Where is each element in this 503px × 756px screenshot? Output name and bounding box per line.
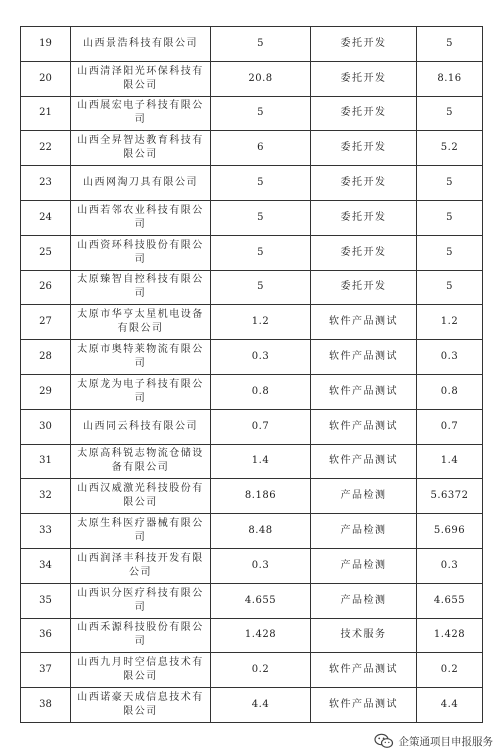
cell-value: 5	[417, 166, 483, 201]
cell-value: 5.696	[417, 514, 483, 549]
cell-service-type: 产品检测	[311, 514, 417, 549]
cell-company: 山西九月时空信息技术有限公司	[71, 653, 211, 688]
cell-service-type: 软件产品测试	[311, 340, 417, 375]
cell-amount: 1.428	[211, 618, 311, 653]
table-row	[21, 270, 483, 305]
cell-company: 太原高科锐志物流仓储设备有限公司	[71, 444, 211, 479]
cell-index: 31	[21, 444, 71, 479]
cell-company: 山西清泽阳光环保科技有限公司	[71, 61, 211, 96]
cell-value: 5	[417, 27, 483, 62]
table-row	[21, 479, 483, 514]
cell-index: 24	[21, 200, 71, 235]
cell-value: 0.2	[417, 653, 483, 688]
cell-value: 0.7	[417, 409, 483, 444]
cell-value: 1.2	[417, 305, 483, 340]
cell-company: 山西资环科技股份有限公司	[71, 235, 211, 270]
table-row	[21, 61, 483, 96]
cell-amount: 0.3	[211, 548, 311, 583]
cell-amount: 5	[211, 96, 311, 131]
cell-company: 太原龙为电子科技有限公司	[71, 374, 211, 409]
table-row	[21, 96, 483, 131]
cell-service-type: 委托开发	[311, 200, 417, 235]
cell-amount: 5	[211, 235, 311, 270]
table-row	[21, 688, 483, 723]
cell-service-type: 软件产品测试	[311, 409, 417, 444]
cell-amount: 1.2	[211, 305, 311, 340]
table-row	[21, 235, 483, 270]
cell-service-type: 产品检测	[311, 479, 417, 514]
cell-value: 8.16	[417, 61, 483, 96]
cell-amount: 6	[211, 131, 311, 166]
cell-index: 27	[21, 305, 71, 340]
cell-amount: 0.7	[211, 409, 311, 444]
table-row	[21, 27, 483, 62]
watermark	[374, 732, 494, 750]
cell-value: 5	[417, 235, 483, 270]
cell-value: 1.4	[417, 444, 483, 479]
cell-service-type: 软件产品测试	[311, 305, 417, 340]
table-row	[21, 583, 483, 618]
cell-index: 19	[21, 27, 71, 62]
cell-value: 0.8	[417, 374, 483, 409]
cell-value: 4.655	[417, 583, 483, 618]
cell-amount: 0.8	[211, 374, 311, 409]
cell-value: 5.2	[417, 131, 483, 166]
cell-company: 山西同云科技有限公司	[71, 409, 211, 444]
data-table-sheet	[20, 26, 482, 723]
wechat-icon	[374, 733, 394, 749]
table-row	[21, 444, 483, 479]
cell-value: 5	[417, 96, 483, 131]
cell-company: 山西禾源科技股份有限公司	[71, 618, 211, 653]
cell-value: 5.6372	[417, 479, 483, 514]
cell-index: 29	[21, 374, 71, 409]
cell-value: 0.3	[417, 548, 483, 583]
cell-amount: 4.655	[211, 583, 311, 618]
table-row	[21, 653, 483, 688]
cell-service-type: 委托开发	[311, 131, 417, 166]
cell-amount: 8.186	[211, 479, 311, 514]
cell-index: 22	[21, 131, 71, 166]
cell-amount: 20.8	[211, 61, 311, 96]
cell-amount: 5	[211, 166, 311, 201]
watermark-text: 企策通项目申报服务	[398, 735, 493, 748]
cell-company: 山西汉威激光科技股份有限公司	[71, 479, 211, 514]
table-row	[21, 305, 483, 340]
cell-index: 38	[21, 688, 71, 723]
cell-index: 23	[21, 166, 71, 201]
cell-company: 山西全昇智达教育科技有限公司	[71, 131, 211, 166]
table-row	[21, 166, 483, 201]
cell-company: 山西诺豪天成信息技术有限公司	[71, 688, 211, 723]
cell-value: 5	[417, 270, 483, 305]
cell-index: 30	[21, 409, 71, 444]
table-row	[21, 548, 483, 583]
cell-index: 36	[21, 618, 71, 653]
cell-amount: 5	[211, 27, 311, 62]
cell-service-type: 委托开发	[311, 270, 417, 305]
table-row	[21, 340, 483, 375]
cell-index: 20	[21, 61, 71, 96]
company-table	[20, 26, 483, 723]
cell-service-type: 委托开发	[311, 235, 417, 270]
cell-service-type: 产品检测	[311, 548, 417, 583]
cell-value: 0.3	[417, 340, 483, 375]
cell-company: 太原市奥特莱物流有限公司	[71, 340, 211, 375]
cell-service-type: 委托开发	[311, 166, 417, 201]
cell-index: 34	[21, 548, 71, 583]
table-row	[21, 618, 483, 653]
cell-company: 山西展宏电子科技有限公司	[71, 96, 211, 131]
table-row	[21, 409, 483, 444]
cell-company: 太原臻智自控科技有限公司	[71, 270, 211, 305]
cell-amount: 0.3	[211, 340, 311, 375]
cell-index: 28	[21, 340, 71, 375]
cell-index: 32	[21, 479, 71, 514]
table-row	[21, 374, 483, 409]
cell-index: 25	[21, 235, 71, 270]
cell-company: 太原生科医疗器械有限公司	[71, 514, 211, 549]
cell-value: 1.428	[417, 618, 483, 653]
cell-company: 太原市华亨太星机电设备有限公司	[71, 305, 211, 340]
cell-amount: 1.4	[211, 444, 311, 479]
cell-index: 33	[21, 514, 71, 549]
table-row	[21, 200, 483, 235]
cell-company: 山西若邻农业科技有限公司	[71, 200, 211, 235]
cell-service-type: 软件产品测试	[311, 374, 417, 409]
cell-value: 4.4	[417, 688, 483, 723]
cell-index: 37	[21, 653, 71, 688]
cell-company: 山西网淘刀具有限公司	[71, 166, 211, 201]
cell-company: 山西润泽丰科技开发有限公司	[71, 548, 211, 583]
cell-service-type: 委托开发	[311, 61, 417, 96]
cell-company: 山西景浩科技有限公司	[71, 27, 211, 62]
cell-amount: 5	[211, 200, 311, 235]
table-row	[21, 131, 483, 166]
cell-value: 5	[417, 200, 483, 235]
cell-service-type: 技术服务	[311, 618, 417, 653]
table-body	[21, 27, 483, 723]
cell-service-type: 软件产品测试	[311, 688, 417, 723]
cell-index: 35	[21, 583, 71, 618]
cell-service-type: 软件产品测试	[311, 444, 417, 479]
cell-amount: 0.2	[211, 653, 311, 688]
cell-amount: 8.48	[211, 514, 311, 549]
cell-service-type: 委托开发	[311, 96, 417, 131]
cell-index: 26	[21, 270, 71, 305]
cell-amount: 4.4	[211, 688, 311, 723]
cell-amount: 5	[211, 270, 311, 305]
cell-service-type: 委托开发	[311, 27, 417, 62]
table-row	[21, 514, 483, 549]
cell-service-type: 软件产品测试	[311, 653, 417, 688]
cell-service-type: 产品检测	[311, 583, 417, 618]
cell-index: 21	[21, 96, 71, 131]
cell-company: 山西识分医疗科技有限公司	[71, 583, 211, 618]
